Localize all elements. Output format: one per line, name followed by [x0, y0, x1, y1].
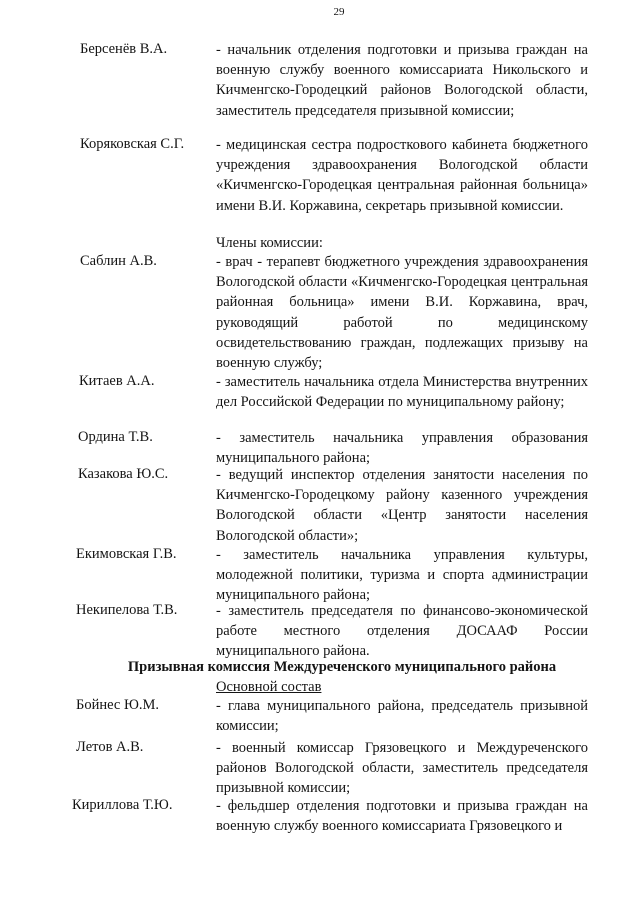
member-description: - заместитель начальника управления культуры, молодежной политики, туризма и спорта администрации муниципального района; [216, 547, 588, 604]
member-name: Ордина Т.В. [78, 429, 153, 445]
member-description: - заместитель начальника отдела Министерства внутренних дел Российской Федерации по муниципальному району; [216, 374, 588, 411]
page-number: 29 [333, 6, 345, 18]
member-name: Кириллова Т.Ю. [72, 797, 173, 813]
member-description: - начальник отделения подготовки и призыва граждан на военную службу военного комиссариата Никольского и Кичменгско-Городецкий районов Вологодской области, заместитель председателя призывной комиссии; [216, 42, 588, 119]
member-description: - заместитель председателя по финансово-экономической работе местного отделения ДОСААФ России муниципального района. [216, 603, 588, 660]
member-name: Саблин А.В. [80, 253, 157, 269]
section-subheading: Основной состав [216, 679, 322, 695]
member-name: Некипелова Т.В. [76, 602, 178, 618]
section-heading: Призывная комиссия Междуреченского муниципального района [127, 659, 557, 675]
member-description: - ведущий инспектор отделения занятости населения по Кичменгско-Городецкому району казенного учреждения Вологодской области «Центр занятости населения Вологодской области»; [216, 467, 588, 544]
member-name: Китаев А.А. [79, 373, 155, 389]
member-name: Летов А.В. [76, 739, 144, 755]
member-name: Берсенёв В.А. [80, 41, 168, 57]
member-description: - врач - терапевт бюджетного учреждения здравоохранения Вологодской области «Кичменгско-Городецкая центральная районная больница» имени В.И. Коржавина, врач, руководящий работой по медицинскому освидетельствованию граждан, подлежащих призыву на военную службу; [216, 254, 588, 372]
member-description: - глава муниципального района, председатель призывной комиссии; [216, 698, 588, 735]
member-description: - медицинская сестра подросткового кабинета бюджетного учреждения здравоохранения Вологодской области «Кичменгско-Городецкая центральная районная больница» имени В.И. Коржавина, секретарь призывной комиссии. [216, 137, 588, 214]
member-name: Бойнес Ю.М. [76, 697, 159, 713]
member-name: Коряковская С.Г. [80, 136, 185, 152]
member-name: Казакова Ю.С. [78, 466, 169, 482]
member-description: - заместитель начальника управления образования муниципального района; [216, 430, 588, 467]
member-name: Екимовская Г.В. [76, 546, 177, 562]
member-description: - военный комиссар Грязовецкого и Междуреченского районов Вологодской области, заместитель председателя призывной комиссии; [216, 740, 588, 797]
members-label: Члены комиссии: [216, 235, 323, 251]
member-description: - фельдшер отделения подготовки и призыва граждан на военную службу военного комиссариата Грязовецкого и [216, 798, 588, 835]
